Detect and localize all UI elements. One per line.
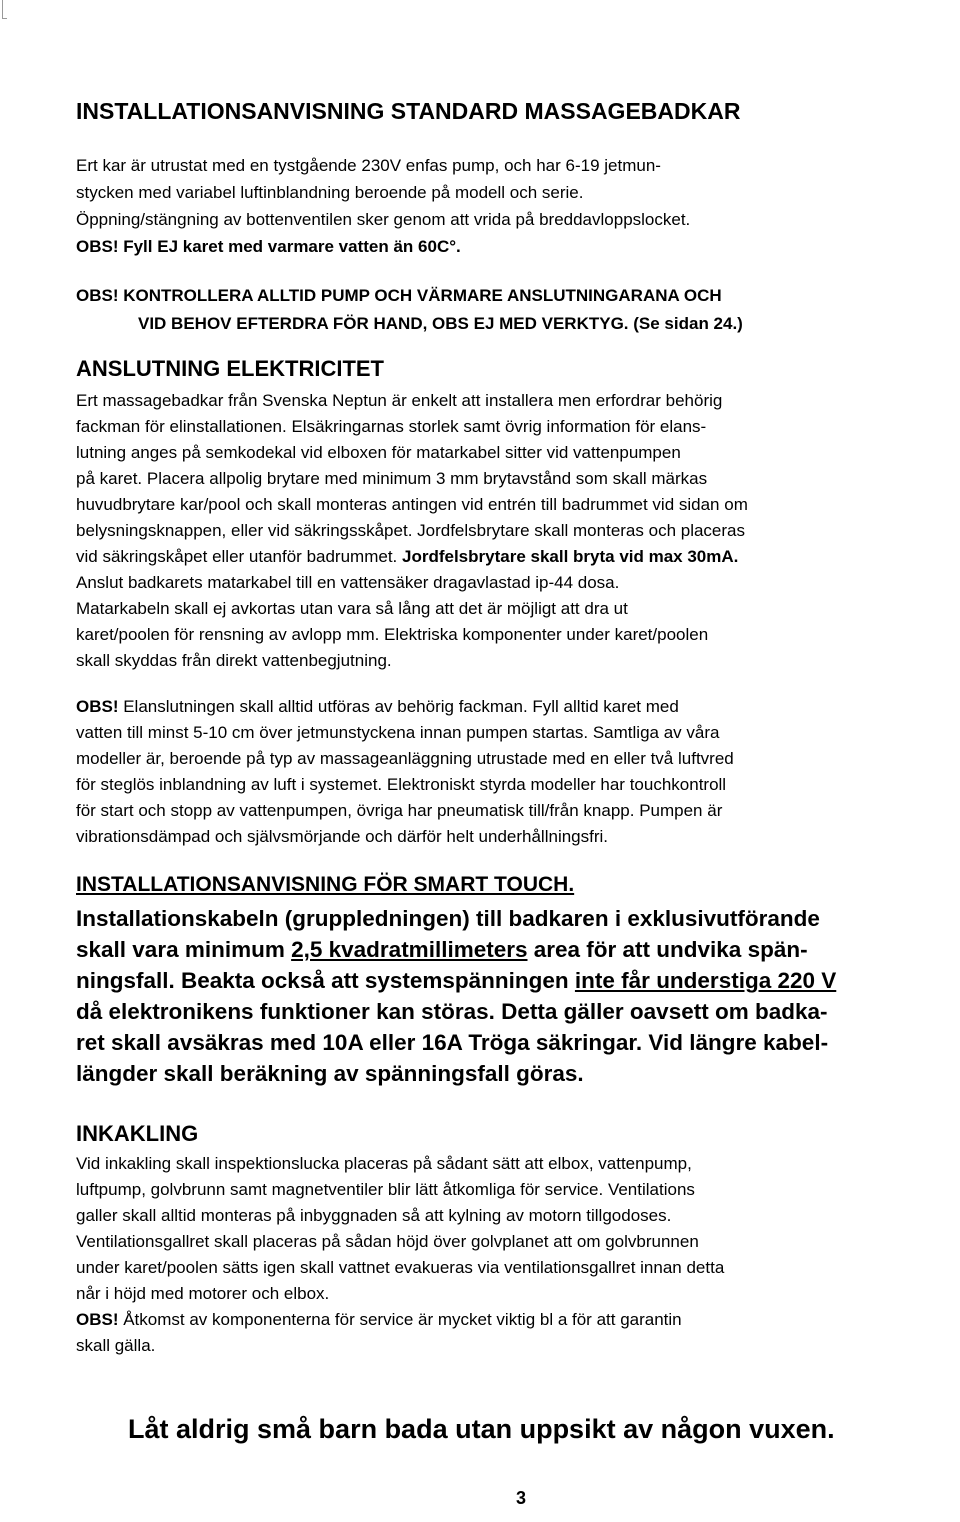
obs-line: modeller är, beroende på typ av massageanläggning utrustade med en eller två luftvred (76, 749, 734, 768)
electric-line: fackman för elinstallationen. Elsäkringarnas storlek samt övrig information för elans- (76, 417, 707, 436)
child-safety-warning: Låt aldrig små barn bada utan uppsikt av någon vuxen. (128, 1414, 835, 1444)
page-number: 3 (516, 1488, 527, 1508)
obs-label: OBS! (76, 697, 119, 716)
smart-text: ningsfall. Beakta också att systemspänningen (76, 968, 575, 993)
obs-line: vatten till minst 5-10 cm över jetmunstyckena innan pumpen startas. Samtliga av våra (76, 723, 720, 742)
smart-touch-paragraph (76, 903, 956, 1089)
obs-paragraph (76, 694, 956, 850)
electric-line: lutning anges på semkodekal vid elboxen för matarkabel sitter vid vattenpumpen (76, 443, 681, 462)
inkakling-line: luftpump, golvbrunn samt magnetventiler blir lätt åtkomliga för service. Ventilations (76, 1180, 695, 1199)
smart-text: skall vara minimum (76, 937, 292, 962)
smart-line: ret skall avsäkras med 10A eller 16A Tröga säkringar. Vid längre kabel- (76, 1030, 829, 1055)
electric-line: karet/poolen för rensning av avlopp mm. Elektriska komponenter under karet/poolen (76, 625, 709, 644)
obs-text: Åtkomst av komponenterna för service är mycket viktig bl a för att garantin (118, 1310, 682, 1329)
obs-text: Elanslutningen skall alltid utföras av behörig fackman. Fyll alltid karet med (118, 697, 679, 716)
electric-line: skall skyddas från direkt vattenbegjutning. (76, 651, 392, 670)
electric-line: på karet. Placera allpolig brytare med minimum 3 mm brytavstånd som skall märkas (76, 469, 708, 488)
inkakling-line: Ventilationsgallret skall placeras på sådan höjd över golvplanet att om golvbrunnen (76, 1232, 699, 1251)
page-title: INSTALLATIONSANVISNING STANDARD MASSAGEBADKAR (76, 98, 741, 124)
intro-line: Ert kar är utrustat med en tystgående 230V enfas pump, och har 6-19 jetmun- (76, 156, 661, 175)
smart-touch-heading: INSTALLATIONSANVISNING FÖR SMART TOUCH. (76, 873, 575, 896)
inkakling-paragraph (76, 1151, 956, 1359)
inkakling-line: skall gälla. (76, 1336, 156, 1355)
inkakling-line: Vid inkakling skall inspektionslucka placeras på sådant sätt att elbox, vattenpump, (76, 1154, 692, 1173)
electric-line: belysningsknappen, eller vid säkringsskåpet. Jordfelsbrytare skall monteras och placeras (76, 521, 746, 540)
inkakling-line: galler skall alltid monteras på inbyggnaden så att kylning av motorn tillgodoses. (76, 1206, 672, 1225)
inkakling-line (76, 1307, 956, 1333)
rcd-requirement: Jordfelsbrytare skall bryta vid max 30mA. (402, 547, 739, 566)
intro-paragraph (76, 152, 956, 260)
voltage-emphasis: inte får understiga 220 V (574, 968, 837, 993)
electric-paragraph (76, 388, 956, 674)
electric-text: vid säkringskåpet eller utanför badrummet. (76, 547, 402, 566)
obs-label: OBS! (76, 1310, 119, 1329)
inkakling-line: under karet/poolen sätts igen skall vattnet evakueras via ventilationsgallret innan detta (76, 1258, 725, 1277)
smart-line: längder skall beräkning av spänningsfall göras. (76, 1061, 584, 1086)
electric-line: Anslut badkarets matarkabel till en vattensäker dragavlastad ip-44 dosa. (76, 573, 620, 592)
intro-line: stycken med variabel luftinblandning beroende på modell och serie. (76, 183, 584, 202)
warning-line: VID BEHOV EFTERDRA FÖR HAND, OBS EJ MED VERKTYG. (Se sidan 24.) (138, 314, 743, 333)
smart-line (76, 965, 956, 996)
smart-text: area för att undvika spän- (527, 937, 808, 962)
smart-line: då elektronikens funktioner kan störas. Detta gäller oavsett om badka- (76, 999, 828, 1024)
electric-line: Matarkabeln skall ej avkortas utan vara så lång att det är möjligt att dra ut (76, 599, 628, 618)
electric-line: huvudbrytare kar/pool och skall monteras antingen vid entrén till badrummet vid sidan om (76, 495, 748, 514)
check-connections-warning (76, 282, 956, 338)
electric-line (76, 544, 956, 570)
obs-line (76, 694, 956, 720)
page-corner-mark (2, 0, 7, 19)
obs-line: för start och stopp av vattenpumpen, övriga har pneumatisk till/från knapp. Pumpen är (76, 801, 723, 820)
intro-obs-line: OBS! Fyll EJ karet med varmare vatten än 60C°. (76, 237, 461, 256)
obs-line: för steglös inblandning av luft i systemet. Elektroniskt styrda modeller har touchkontroll (76, 775, 727, 794)
warning-line: OBS! KONTROLLERA ALLTID PUMP OCH VÄRMARE ANSLUTNINGARANA OCH (76, 286, 722, 305)
smart-line (76, 934, 956, 965)
intro-line: Öppning/stängning av bottenventilen sker genom att vrida på breddavloppslocket. (76, 210, 691, 229)
electric-line: Ert massagebadkar från Svenska Neptun är enkelt att installera men erfordrar behörig (76, 391, 723, 410)
obs-line: vibrationsdämpad och självsmörjande och därför helt underhållningsfri. (76, 827, 609, 846)
electric-heading: ANSLUTNING ELEKTRICITET (76, 356, 384, 381)
inkakling-heading: INKAKLING (76, 1121, 199, 1146)
smart-line: Installationskabeln (gruppledningen) till badkaren i exklusivutförande (76, 906, 820, 931)
cable-area-emphasis: 2,5 kvadratmillimeters (291, 937, 528, 962)
inkakling-line: når i höjd med motorer och elbox. (76, 1284, 330, 1303)
